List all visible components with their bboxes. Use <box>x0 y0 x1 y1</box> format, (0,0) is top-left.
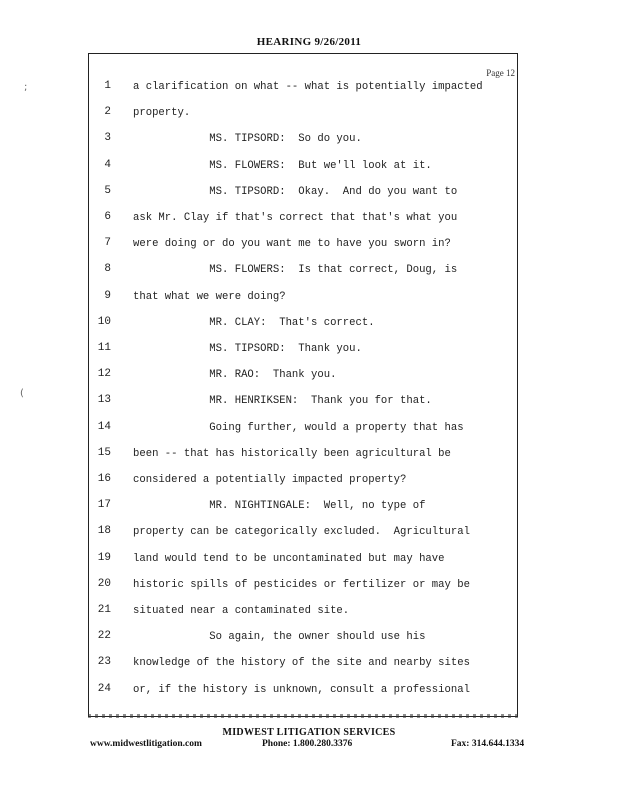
footer-company: MIDWEST LITIGATION SERVICES <box>222 727 396 738</box>
page-header: HEARING 9/26/2011 <box>256 36 362 48</box>
line-number: 23 <box>97 656 111 669</box>
line-number: 8 <box>104 263 111 276</box>
line-number: 11 <box>97 342 111 354</box>
transcript-line: historic spills of pesticides or fertilizer or may be <box>133 578 470 591</box>
transcript-line: MS. TIPSORD: Okay. And do you want to <box>133 185 458 198</box>
transcript-line: considered a potentially impacted property? <box>133 474 407 486</box>
line-number: 10 <box>97 315 111 328</box>
line-number: 15 <box>97 446 111 459</box>
transcript-line: MS. FLOWERS: But we'll look at it. <box>133 159 432 172</box>
line-number: 14 <box>97 420 111 433</box>
line-number: 18 <box>97 525 111 538</box>
transcript-line: land would tend to be uncontaminated but may have <box>133 552 445 565</box>
line-number: 1 <box>104 80 111 92</box>
transcript-line: property can be categorically excluded. Agricultural <box>133 526 470 539</box>
line-number: 3 <box>104 132 111 145</box>
line-number: 24 <box>97 682 111 695</box>
line-number: 6 <box>104 211 111 223</box>
line-number: 9 <box>104 289 111 302</box>
transcript-line: ask Mr. Clay if that's correct that that's what you <box>133 212 458 224</box>
line-number: 19 <box>97 551 111 564</box>
transcript-line: MS. FLOWERS: Is that correct, Doug, is <box>133 264 458 277</box>
transcript-line: So again, the owner should use his <box>133 631 426 644</box>
transcript-line: or, if the history is unknown, consult a professional <box>133 683 470 696</box>
transcript-line: Going further, would a property that has <box>133 421 464 434</box>
scan-noise <box>88 714 518 718</box>
transcript-line: that what we were doing? <box>133 290 286 303</box>
transcript-line: MR. CLAY: That's correct. <box>133 316 375 329</box>
transcript-line: situated near a contaminated site. <box>133 605 350 617</box>
line-number: 17 <box>97 499 111 512</box>
transcript-frame <box>88 53 518 717</box>
transcript-line: MS. TIPSORD: Thank you. <box>133 343 362 355</box>
scan-mark: ( <box>20 388 24 399</box>
transcript-line: knowledge of the history of the site and nearby sites <box>133 657 470 670</box>
line-number: 4 <box>104 158 111 171</box>
line-number: 2 <box>104 106 111 119</box>
line-number: 5 <box>104 184 111 197</box>
footer-fax: Fax: 314.644.1334 <box>451 739 525 749</box>
line-number: 7 <box>104 237 111 250</box>
line-number: 16 <box>97 473 111 485</box>
line-number: 21 <box>97 604 111 616</box>
footer-phone: Phone: 1.800.280.3376 <box>262 739 353 749</box>
page-number: Page 12 <box>486 68 515 78</box>
line-number: 13 <box>97 394 111 407</box>
transcript-line: were doing or do you want me to have you sworn in? <box>133 238 451 251</box>
line-number: 20 <box>97 577 111 590</box>
transcript-line: a clarification on what -- what is potentially impacted <box>133 81 483 93</box>
transcript-line: property. <box>133 107 191 120</box>
transcript-line: MS. TIPSORD: So do you. <box>133 133 362 146</box>
line-number: 22 <box>97 630 111 643</box>
footer-url: www.midwestlitigation.com <box>90 739 202 749</box>
transcript-line: been -- that has historically been agricultural be <box>133 447 451 460</box>
line-number: 12 <box>97 368 111 381</box>
transcript-line: MR. RAO: Thank you. <box>133 369 337 382</box>
transcript-line: MR. HENRIKSEN: Thank you for that. <box>133 395 432 408</box>
scan-mark: ; <box>24 82 28 93</box>
transcript-line: MR. NIGHTINGALE: Well, no type of <box>133 500 426 513</box>
